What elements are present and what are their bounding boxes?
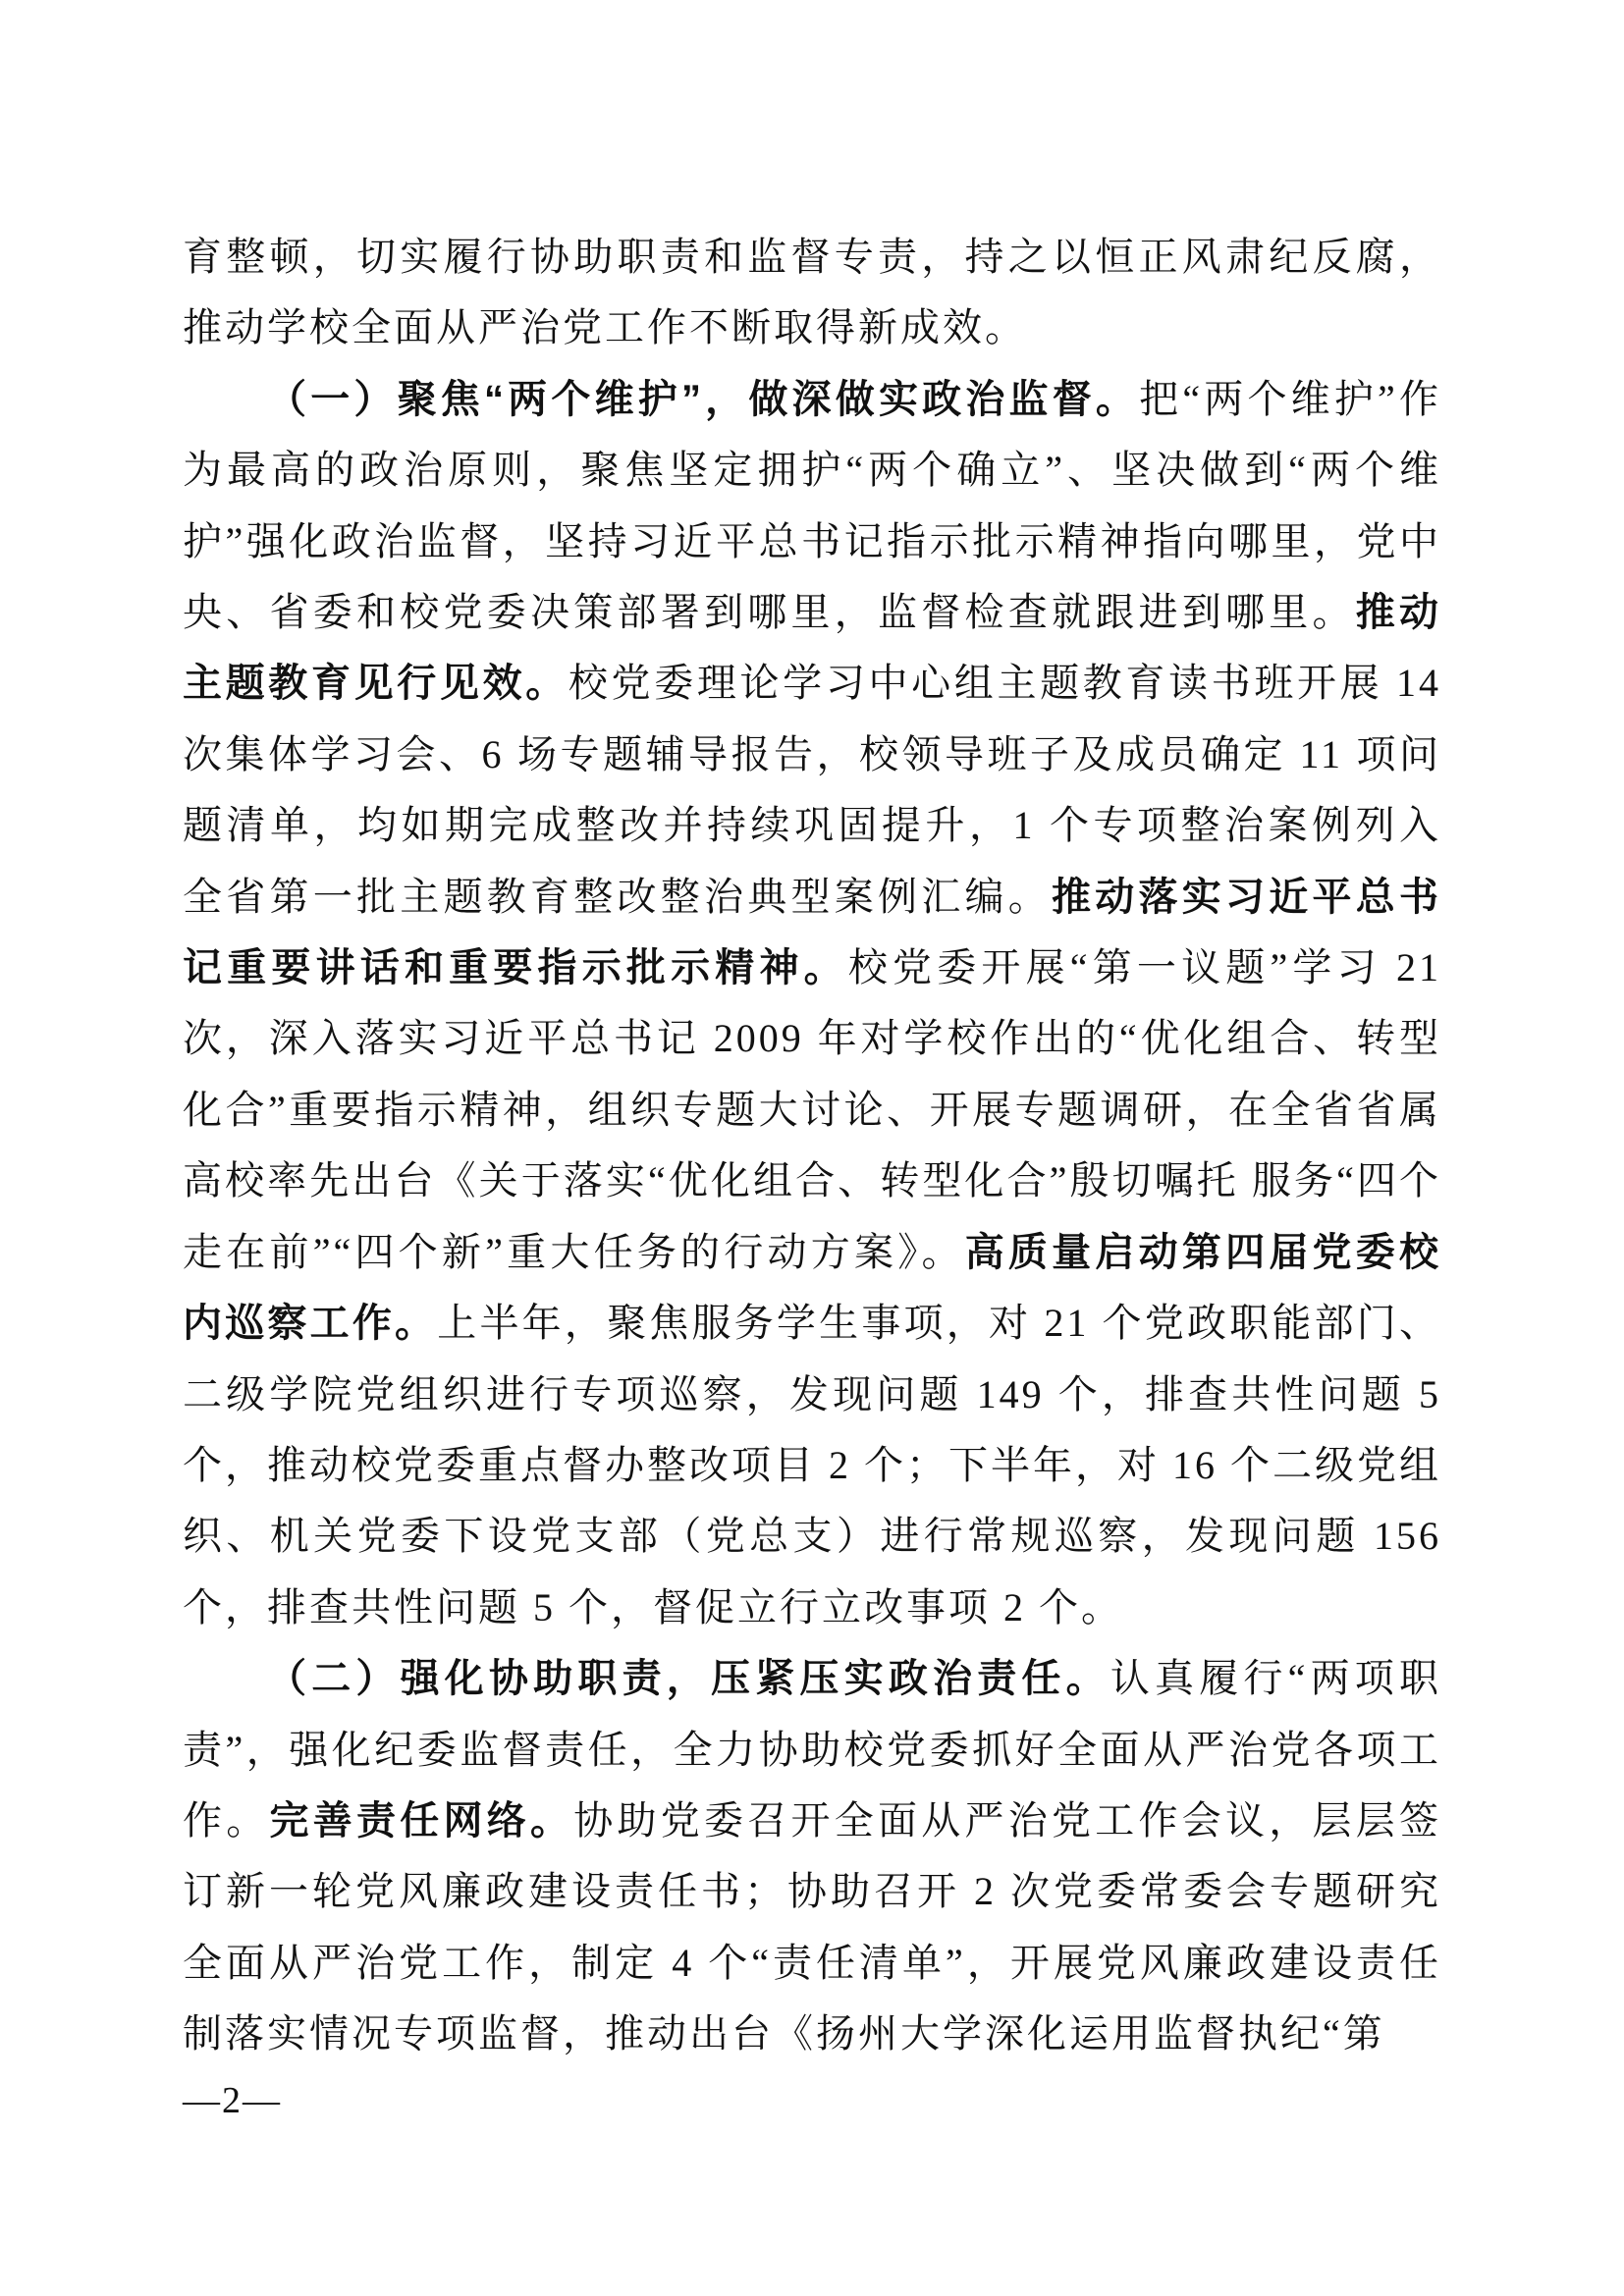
document-body [183,222,1441,2070]
text-run: 上半年，聚焦服务学生事项，对 21 个党政职能部门、二级学院党组织进行专项巡察，发现问题 149 个，排查共性问题 5 个，推动校党委重点督办整改项目 2 个；下半年，对 16 个二级党组织、机关党委下设党支部（党总支）进行常规巡察，发现问题 156 个，排查共性问题 5 个，督促立行立改事项 2 个。 [183,1301,1442,1629]
text-run: 育整顿，切实履行协助职责和监督专责，持之以恒正风肃纪反腐，推动学校全面从严治党工作不断取得新成效。 [183,235,1441,350]
section-1-heading-run: （一）聚焦“两个维护”，做深做实政治监督。 [267,377,1140,421]
subheading-run: 高质量启动第四届党委校内巡察工作。 [183,1230,1442,1346]
page-number: —2— [183,2080,282,2121]
text-run: 协助党委召开全面从严治党工作会议，层层签订新一轮党风廉政建设责任书；协助召开 2 次党委常委会专题研究全面从严治党工作，制定 4 个“责任清单”，开展党风廉政建设责任制落实情况专项监督，推动出台《扬州大学深化运用监督执纪“第 [183,1797,1441,2056]
subheading-run: 完善责任网络。 [269,1798,574,1842]
text-run: 校党委理论学习中心组主题教育读书班开展 14 次集体学习会、6 场专题辅导报告，校领导班子及成员确定 11 项问题清单，均如期完成整改并持续巩固提升，1 个专项整治案例列入全省第一批主题教育整改整治典型案例汇编。 [183,661,1442,919]
text-run: 校党委开展“第一议题”学习 21 次，深入落实习近平总书记 2009 年对学校作出的“优化组合、转型化合”重要指示精神，组织专题大讨论、开展专题调研，在全省省属高校率先出台《关于落实“优化组合、转型化合”殷切嘱托 服务“四个走在前”“四个新”重大任务的行动方案》。 [183,945,1441,1274]
paragraph-section-2 [183,1643,1441,2069]
paragraph-section-1 [183,364,1441,1643]
section-2-heading-run: （二）强化协助职责，压紧压实政治责任。 [267,1657,1110,1701]
subheading-run: 推动落实习近平总书记重要讲话和重要指示批示精神。 [183,875,1441,990]
paragraph-continuation [183,222,1441,364]
text-run: 把“两个维护”作为最高的政治原则，聚焦坚定拥护“两个确立”、坚决做到“两个维护”强化政治监督，坚持习近平总书记指示批示精神指向哪里，党中央、省委和校党委决策部署到哪里，监督检查就跟进到哪里。 [183,376,1442,635]
text-run: 认真履行“两项职责”，强化纪委监督责任，全力协助校党委抓好全面从严治党各项工作。 [183,1656,1441,1842]
subheading-run: 推动主题教育见行见效。 [183,591,1441,706]
